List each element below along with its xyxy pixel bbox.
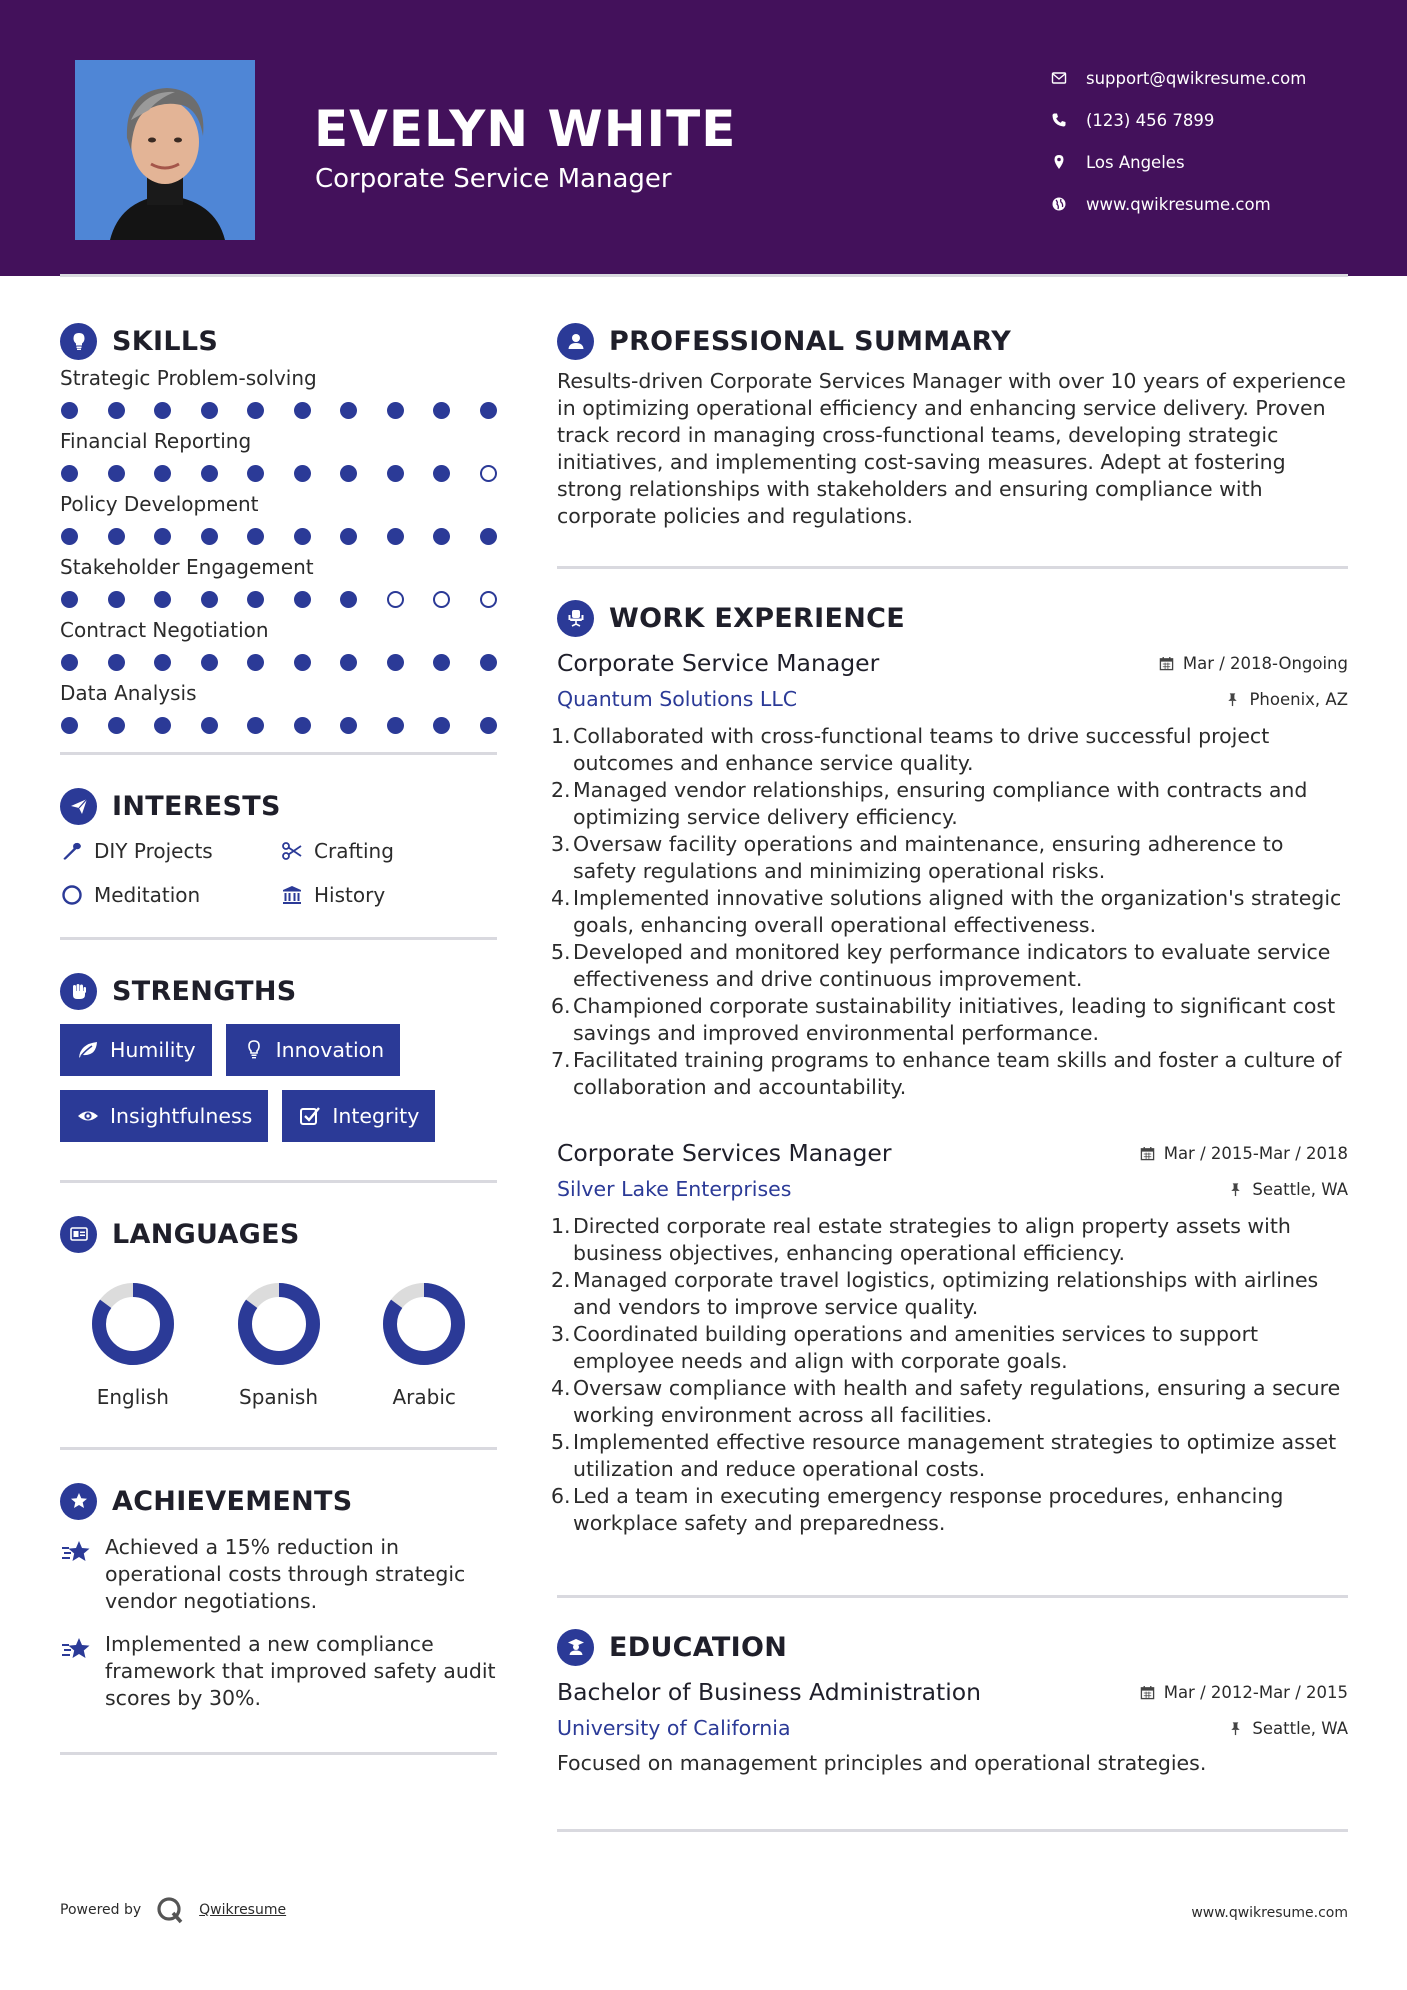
rating-dot-filled: [340, 654, 357, 671]
strengths-list: [60, 1024, 497, 1142]
job-location: [1225, 690, 1348, 709]
job-title: Corporate Services Manager: [557, 1139, 892, 1167]
interest-label: History: [314, 883, 386, 907]
rating-dot-filled: [61, 528, 78, 545]
skill-name: Contract Negotiation: [60, 618, 269, 642]
language-name: Arabic: [392, 1385, 456, 1409]
rating-dot-filled: [387, 654, 404, 671]
bullet-text: Oversaw facility operations and maintenance, ensuring adherence to safety regulations and minimizing operational risks.: [573, 832, 1284, 883]
rating-dot-filled: [480, 654, 497, 671]
job-bullets: [551, 1213, 1348, 1537]
education-location: [1228, 1719, 1348, 1738]
skill-rating: [60, 528, 497, 545]
pushpin-icon: [1228, 1721, 1243, 1736]
rating-dot-filled: [340, 591, 357, 608]
bullet-text: Facilitated training programs to enhance team skills and foster a culture of collaboration and accountability.: [573, 1048, 1342, 1099]
bullet-text: Managed vendor relationships, ensuring compliance with contracts and optimizing service delivery efficiency.: [573, 778, 1308, 829]
school-name: University of California: [557, 1716, 791, 1740]
museum-icon: [280, 883, 304, 907]
language-item: [206, 1279, 352, 1409]
bullet-number: 5.: [551, 1430, 571, 1454]
jobs-list: [551, 649, 1348, 1537]
rating-dot-filled: [480, 402, 497, 419]
profile-photo: [75, 60, 255, 240]
education-heading: [557, 1626, 1348, 1668]
rating-dot-filled: [154, 717, 171, 734]
rating-dot-filled: [480, 717, 497, 734]
job-bullets: [551, 723, 1348, 1101]
id-card-icon: [60, 1216, 97, 1253]
rating-dot-filled: [61, 465, 78, 482]
interest-item: [280, 837, 497, 865]
check-square-icon: [298, 1104, 322, 1128]
rating-dot-filled: [61, 402, 78, 419]
bullet-number: 3.: [551, 832, 571, 856]
rating-dot-filled: [247, 465, 264, 482]
calendar-icon: [1140, 1146, 1155, 1161]
rating-dot-filled: [201, 654, 218, 671]
strength-label: Humility: [110, 1038, 196, 1062]
footer-website[interactable]: www.qwikresume.com: [1191, 1905, 1348, 1921]
wrench-icon: [60, 839, 84, 863]
summary-title: PROFESSIONAL SUMMARY: [609, 325, 1012, 357]
paper-plane-icon: [60, 788, 97, 825]
strength-tag: [226, 1024, 401, 1076]
strength-tag: [60, 1090, 268, 1142]
rating-dot-filled: [294, 591, 311, 608]
globe-icon: [1050, 195, 1068, 213]
section-divider: [557, 1595, 1348, 1598]
header-divider: [60, 274, 1348, 277]
achievements-list: [60, 1534, 497, 1712]
rating-dot-filled: [340, 402, 357, 419]
skill-rating: [60, 465, 497, 482]
skill-rating: [60, 402, 497, 419]
bullet-text: Led a team in executing emergency response procedures, enhancing workplace safety and preparedness.: [573, 1484, 1284, 1535]
lightbulb-icon: [60, 323, 97, 360]
rating-dot-filled: [433, 465, 450, 482]
bullet-number: 1.: [551, 1214, 571, 1238]
eye-icon: [76, 1104, 100, 1128]
languages-title: LANGUAGES: [112, 1218, 300, 1250]
bullet-number: 7.: [551, 1048, 571, 1072]
languages-heading: [60, 1213, 497, 1255]
rating-dot-filled: [201, 528, 218, 545]
rating-dot-filled: [154, 528, 171, 545]
candidate-name: EVELYN WHITE: [314, 100, 737, 158]
job-bullet: [551, 777, 1348, 831]
rating-dot-filled: [247, 717, 264, 734]
achievement-text: Achieved a 15% reduction in operational costs through strategic vendor negotiations.: [105, 1535, 466, 1613]
language-name: English: [96, 1385, 169, 1409]
scissors-icon: [280, 839, 304, 863]
section-divider: [60, 1447, 497, 1450]
star-icon: [60, 1633, 93, 1666]
degree-title: Bachelor of Business Administration: [557, 1678, 982, 1706]
qwikresume-logo-icon: [155, 1895, 185, 1925]
phone-icon: [1050, 111, 1068, 129]
bullet-text: Developed and monitored key performance indicators to evaluate service effectiveness and drive continuous improvement.: [573, 940, 1331, 991]
section-divider: [60, 1752, 497, 1755]
job-bullet: [551, 1321, 1348, 1375]
job-entry: [551, 1139, 1348, 1537]
bullet-number: 6.: [551, 994, 571, 1018]
contact-location: [1050, 141, 1306, 183]
section-divider: [557, 1829, 1348, 1832]
strength-tag: [282, 1090, 435, 1142]
experience-heading: [557, 597, 1348, 639]
job-bullet: [551, 723, 1348, 777]
rating-dot-filled: [480, 528, 497, 545]
fist-icon: [60, 973, 97, 1010]
leaf-icon: [76, 1038, 100, 1062]
achievements-heading: [60, 1480, 497, 1522]
bullet-text: Implemented effective resource management strategies to optimize asset utilization and reduce operational costs.: [573, 1430, 1337, 1481]
job-bullet: [551, 1213, 1348, 1267]
footer-powered-by: [60, 1895, 286, 1925]
skills-title: SKILLS: [112, 325, 219, 357]
achievement-item: [60, 1534, 497, 1615]
rating-dot-filled: [154, 465, 171, 482]
achievement-text: Implemented a new compliance framework that improved safety audit scores by 30%.: [105, 1632, 496, 1710]
candidate-role: Corporate Service Manager: [315, 164, 672, 194]
job-dates: [1159, 654, 1348, 673]
job-bullet: [551, 1375, 1348, 1429]
job-dates-text: Mar / 2018-Ongoing: [1182, 654, 1348, 673]
bullet-text: Implemented innovative solutions aligned with the organization's strategic goals, enhancing overall operational effectiveness.: [573, 886, 1342, 937]
contact-list: [1050, 57, 1306, 225]
rating-dot-filled: [387, 717, 404, 734]
calendar-icon: [1140, 1685, 1155, 1700]
rating-dot-filled: [294, 528, 311, 545]
strength-label: Insightfulness: [110, 1104, 253, 1128]
pushpin-icon: [1228, 1182, 1243, 1197]
graduate-icon: [557, 1629, 594, 1666]
pushpin-icon: [1225, 692, 1240, 707]
skill-name: Financial Reporting: [60, 429, 252, 453]
company-name: Quantum Solutions LLC: [557, 687, 798, 711]
rating-dot-filled: [108, 402, 125, 419]
bullet-text: Championed corporate sustainability initiatives, leading to significant cost savings and improved environmental performance.: [573, 994, 1336, 1045]
contact-website[interactable]: [1050, 183, 1306, 225]
bullet-text: Oversaw compliance with health and safety regulations, ensuring a secure working environment across all facilities.: [573, 1376, 1341, 1427]
job-bullet: [551, 885, 1348, 939]
section-divider: [60, 752, 497, 755]
rating-dot-filled: [294, 654, 311, 671]
language-item: [60, 1279, 206, 1409]
rating-dot-filled: [387, 528, 404, 545]
right-column: [551, 320, 1348, 1832]
rating-dot-empty: [480, 591, 497, 608]
achievements-title: ACHIEVEMENTS: [112, 1485, 353, 1517]
contact-location-text: Los Angeles: [1086, 152, 1185, 172]
bullet-text: Collaborated with cross-functional teams to drive successful project outcomes and enhance service quality.: [573, 724, 1270, 775]
header-banner: [0, 0, 1407, 276]
contact-email[interactable]: [1050, 57, 1306, 99]
skills-list: [60, 366, 497, 734]
job-bullet: [551, 993, 1348, 1047]
language-level-donut: [88, 1279, 178, 1369]
rating-dot-filled: [108, 591, 125, 608]
summary-heading: [557, 320, 1348, 362]
strength-label: Innovation: [275, 1038, 385, 1062]
rating-dot-filled: [61, 717, 78, 734]
skill-name: Strategic Problem-solving: [60, 366, 317, 390]
lightbulb-icon: [242, 1038, 266, 1062]
bullet-text: Directed corporate real estate strategies to align property assets with business objectives, enhancing operational efficiency.: [573, 1214, 1291, 1265]
calendar-icon: [1159, 656, 1174, 671]
rating-dot-filled: [154, 654, 171, 671]
bullet-text: Managed corporate travel logistics, optimizing relationships with airlines and vendors to improve service quality.: [573, 1268, 1319, 1319]
language-level-donut: [234, 1279, 324, 1369]
skill-name: Data Analysis: [60, 681, 197, 705]
chair-icon: [557, 600, 594, 637]
rating-dot-filled: [201, 717, 218, 734]
bullet-number: 2.: [551, 1268, 571, 1292]
job-location-text: Phoenix, AZ: [1249, 689, 1348, 709]
education-dates: [1140, 1683, 1348, 1702]
interests-list: [60, 837, 497, 909]
job-bullet: [551, 1429, 1348, 1483]
left-column: [60, 320, 497, 1755]
experience-title: WORK EXPERIENCE: [609, 602, 905, 634]
map-pin-icon: [1050, 153, 1068, 171]
rating-dot-filled: [294, 717, 311, 734]
rating-dot-filled: [154, 591, 171, 608]
interests-heading: [60, 785, 497, 827]
rating-dot-filled: [247, 654, 264, 671]
job-bullet: [551, 1483, 1348, 1537]
interest-label: Meditation: [94, 883, 201, 907]
bullet-text: Coordinated building operations and amenities services to support employee needs and align with corporate goals.: [573, 1322, 1259, 1373]
rating-dot-empty: [480, 465, 497, 482]
rating-dot-filled: [201, 402, 218, 419]
education-dates-text: Mar / 2012-Mar / 2015: [1163, 1683, 1348, 1702]
brand-link[interactable]: Qwikresume: [199, 1902, 287, 1918]
rating-dot-filled: [61, 654, 78, 671]
job-dates: [1140, 1144, 1348, 1163]
rating-dot-empty: [433, 591, 450, 608]
powered-by-text: Powered by: [60, 1902, 142, 1918]
envelope-icon: [1050, 69, 1068, 87]
rating-dot-filled: [340, 465, 357, 482]
languages-list: [60, 1279, 497, 1409]
interest-label: Crafting: [314, 839, 394, 863]
contact-email-text: support@qwikresume.com: [1086, 68, 1307, 88]
bullet-number: 4.: [551, 1376, 571, 1400]
contact-website-text: www.qwikresume.com: [1086, 194, 1271, 214]
education-title: EDUCATION: [609, 1631, 788, 1663]
job-location: [1228, 1180, 1348, 1199]
education-description: Focused on management principles and operational strategies.: [557, 1751, 1207, 1775]
skill-rating: [60, 591, 497, 608]
company-name: Silver Lake Enterprises: [557, 1177, 792, 1201]
rating-dot-filled: [294, 402, 311, 419]
job-location-text: Seattle, WA: [1252, 1179, 1348, 1199]
job-dates-text: Mar / 2015-Mar / 2018: [1163, 1144, 1348, 1163]
language-level-donut: [379, 1279, 469, 1369]
job-bullet: [551, 831, 1348, 885]
rating-dot-filled: [108, 654, 125, 671]
skills-heading: [60, 320, 497, 362]
rating-dot-filled: [340, 717, 357, 734]
bullet-number: 5.: [551, 940, 571, 964]
portrait-image: [75, 60, 255, 240]
section-divider: [557, 566, 1348, 569]
rating-dot-filled: [108, 717, 125, 734]
section-divider: [60, 1180, 497, 1183]
education-entry: [557, 1678, 1348, 1777]
rating-dot-filled: [247, 528, 264, 545]
language-item: [351, 1279, 497, 1409]
interests-title: INTERESTS: [112, 790, 281, 822]
rating-dot-filled: [433, 654, 450, 671]
bullet-number: 6.: [551, 1484, 571, 1508]
strengths-heading: [60, 970, 497, 1012]
interest-item: [60, 837, 280, 865]
circle-icon: [60, 883, 84, 907]
education-location-text: Seattle, WA: [1252, 1718, 1348, 1738]
achievement-item: [60, 1631, 497, 1712]
contact-phone-text: (123) 456 7899: [1086, 110, 1215, 130]
star-icon: [60, 1536, 93, 1569]
bullet-number: 1.: [551, 724, 571, 748]
rating-dot-filled: [433, 402, 450, 419]
strength-label: Integrity: [332, 1104, 420, 1128]
interest-label: DIY Projects: [94, 839, 213, 863]
bullet-number: 2.: [551, 778, 571, 802]
rating-dot-filled: [201, 591, 218, 608]
rating-dot-filled: [433, 717, 450, 734]
rating-dot-filled: [387, 465, 404, 482]
rating-dot-filled: [201, 465, 218, 482]
rating-dot-filled: [154, 402, 171, 419]
language-name: Spanish: [239, 1385, 318, 1409]
job-bullet: [551, 939, 1348, 993]
strength-tag: [60, 1024, 212, 1076]
summary-text: Results-driven Corporate Services Manager with over 10 years of experience in optimizing operational efficiency and enhancing service delivery. Proven track record in managing cross-functional teams, developing strategic initiatives, and implementing cost-saving measures. Adept at fostering strong relationships with stakeholders and ensuring compliance with corporate policies and regulations.: [557, 369, 1346, 528]
skill-rating: [60, 654, 497, 671]
rating-dot-filled: [108, 528, 125, 545]
job-title: Corporate Service Manager: [557, 649, 880, 677]
job-bullet: [551, 1047, 1348, 1101]
skill-name: Stakeholder Engagement: [60, 555, 314, 579]
job-entry: [551, 649, 1348, 1101]
rating-dot-filled: [294, 465, 311, 482]
rating-dot-filled: [247, 591, 264, 608]
rating-dot-filled: [433, 528, 450, 545]
bullet-number: 3.: [551, 1322, 571, 1346]
rating-dot-filled: [61, 591, 78, 608]
interest-item: [60, 881, 280, 909]
job-bullet: [551, 1267, 1348, 1321]
rating-dot-filled: [108, 465, 125, 482]
rating-dot-filled: [340, 528, 357, 545]
section-divider: [60, 937, 497, 940]
rating-dot-filled: [387, 402, 404, 419]
user-icon: [557, 323, 594, 360]
interest-item: [280, 881, 497, 909]
star-badge-icon: [60, 1483, 97, 1520]
bullet-number: 4.: [551, 886, 571, 910]
skill-rating: [60, 717, 497, 734]
contact-phone[interactable]: [1050, 99, 1306, 141]
strengths-title: STRENGTHS: [112, 975, 297, 1007]
rating-dot-empty: [387, 591, 404, 608]
skill-name: Policy Development: [60, 492, 259, 516]
rating-dot-filled: [247, 402, 264, 419]
